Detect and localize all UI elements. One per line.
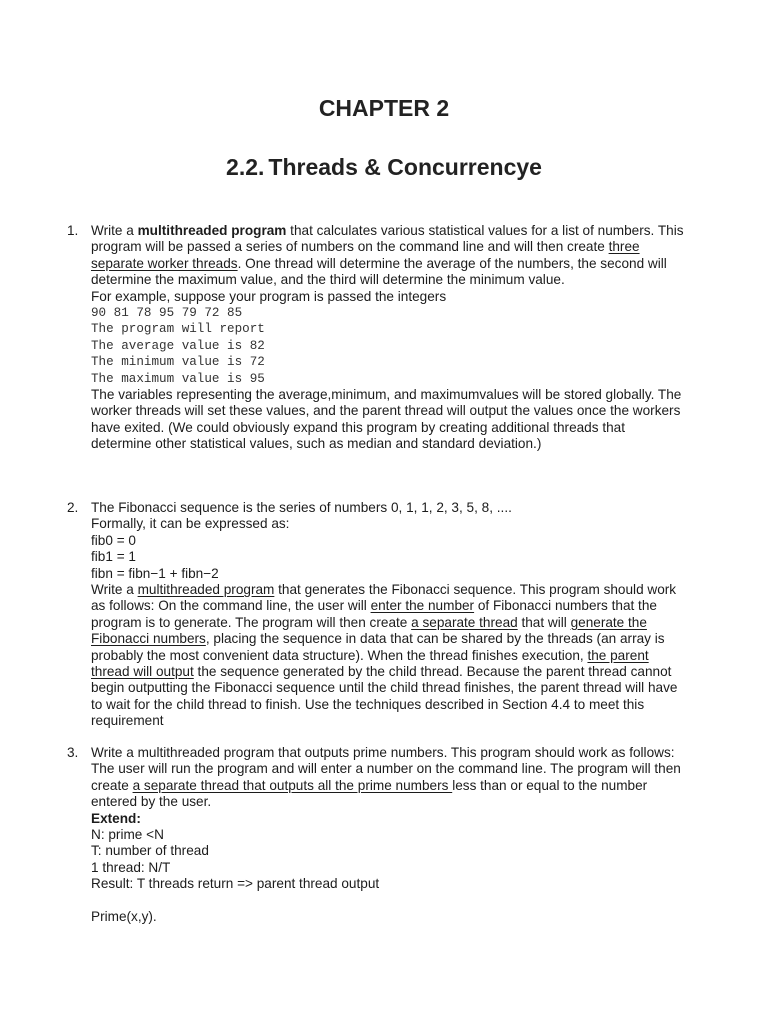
- underlined-text: the parent thread will output: [91, 647, 649, 680]
- text-line: The Fibonacci sequence is the series of numbers 0, 1, 1, 2, 3, 5, 8, ....: [91, 500, 512, 515]
- code-line: The average value is 82: [91, 338, 265, 353]
- text-line: Result: T threads return => parent thread output: [91, 876, 380, 892]
- underlined-text: enter the number: [370, 598, 475, 614]
- text-line: Formally, it can be expressed as:: [91, 516, 290, 532]
- section-title: Threads & Concurrencye: [268, 154, 542, 180]
- text-line: T: number of thread: [91, 843, 209, 859]
- text-run: , placing the sequence in data that can be shared by the threads (an array is probably the most convenient data structure). When the thread finishes execution,: [91, 631, 665, 663]
- underlined-text: multithreaded program: [137, 582, 275, 598]
- text-run: . One thread will determine the average of the numbers, the second will determine the maximum value, and the third will determine the minimum value.: [91, 255, 667, 288]
- text-line: fib1 = 1: [91, 549, 136, 565]
- text-run: Write a: [91, 582, 138, 598]
- text-line: fibn = fibn−1 + fibn−2: [91, 565, 219, 581]
- list-marker: 2.: [67, 500, 79, 515]
- text-run: that generates the Fibonacci sequence. This program should work as follows: On the command line, the user will: [91, 582, 677, 614]
- underlined-text: a separate thread that outputs all the prime numbers: [132, 777, 453, 793]
- list-item-body: [91, 500, 687, 730]
- text-run: that calculates various statistical values for a list of numbers. This program will be passed a series of numbers on the command line and will then create: [91, 223, 684, 255]
- code-line: The program will report: [91, 322, 265, 337]
- code-line: The minimum value is 72: [91, 355, 265, 370]
- list-item-body: [91, 745, 687, 925]
- extend-label: Extend:: [91, 810, 141, 826]
- text-run: that will: [517, 614, 571, 630]
- bold-text: multithreaded program: [137, 223, 287, 238]
- item-1-paragraph: [91, 223, 687, 289]
- blank-line: [91, 893, 687, 909]
- list-marker: 1.: [67, 223, 79, 238]
- text-line: Prime(x,y).: [91, 909, 157, 925]
- item-3-paragraph: [91, 745, 687, 811]
- item-2-paragraph: [91, 582, 687, 730]
- underlined-text: three separate worker threads: [91, 239, 640, 271]
- text-run: Write a multithreaded program that outputs prime numbers. This program should work as follows: The user will run the program and will enter a number on the command line. The program will then create: [91, 745, 681, 793]
- section-number: 2.2.: [226, 154, 265, 180]
- code-line: 90 81 78 95 79 72 85: [91, 306, 243, 321]
- list-marker: 3.: [67, 745, 79, 760]
- underlined-text: generate the Fibonacci numbers: [91, 614, 647, 647]
- item-1-paragraph-2: The variables representing the average,minimum, and maximumvalues will be stored globally. The worker threads will set these values, and the parent thread will output the values once the workers have exited. (We could obviously expand this program by creating additional threads that determine other statistical values, such as median and standard deviation.): [91, 387, 682, 452]
- text-run: less than or equal to the number entered by the user.: [91, 777, 648, 810]
- text-line: 1 thread: N/T: [91, 859, 171, 875]
- list-item-body: [91, 223, 687, 453]
- text-run: Write a: [91, 223, 138, 238]
- section-heading: [0, 152, 768, 182]
- text-run: of Fibonacci numbers that the program is to generate. The program will then create: [91, 598, 657, 630]
- chapter-heading: CHAPTER 2: [318, 95, 450, 121]
- text-line: N: prime <N: [91, 827, 164, 843]
- example-intro: For example, suppose your program is passed the integers: [91, 288, 447, 304]
- text-line: fib0 = 0: [91, 532, 136, 548]
- list-item-2: [67, 500, 687, 730]
- code-line: The maximum value is 95: [91, 371, 265, 386]
- underlined-text: a separate thread: [411, 614, 518, 630]
- list-item-3: [67, 745, 687, 925]
- text-run: the sequence generated by the child thread. Because the parent thread cannot begin outputting the Fibonacci sequence until the child thread finishes, the parent thread will have to wait for the child thread to finish. Use the techniques described in Section 4.4 to meet this requirement: [91, 664, 678, 729]
- list-item-1: [67, 223, 687, 453]
